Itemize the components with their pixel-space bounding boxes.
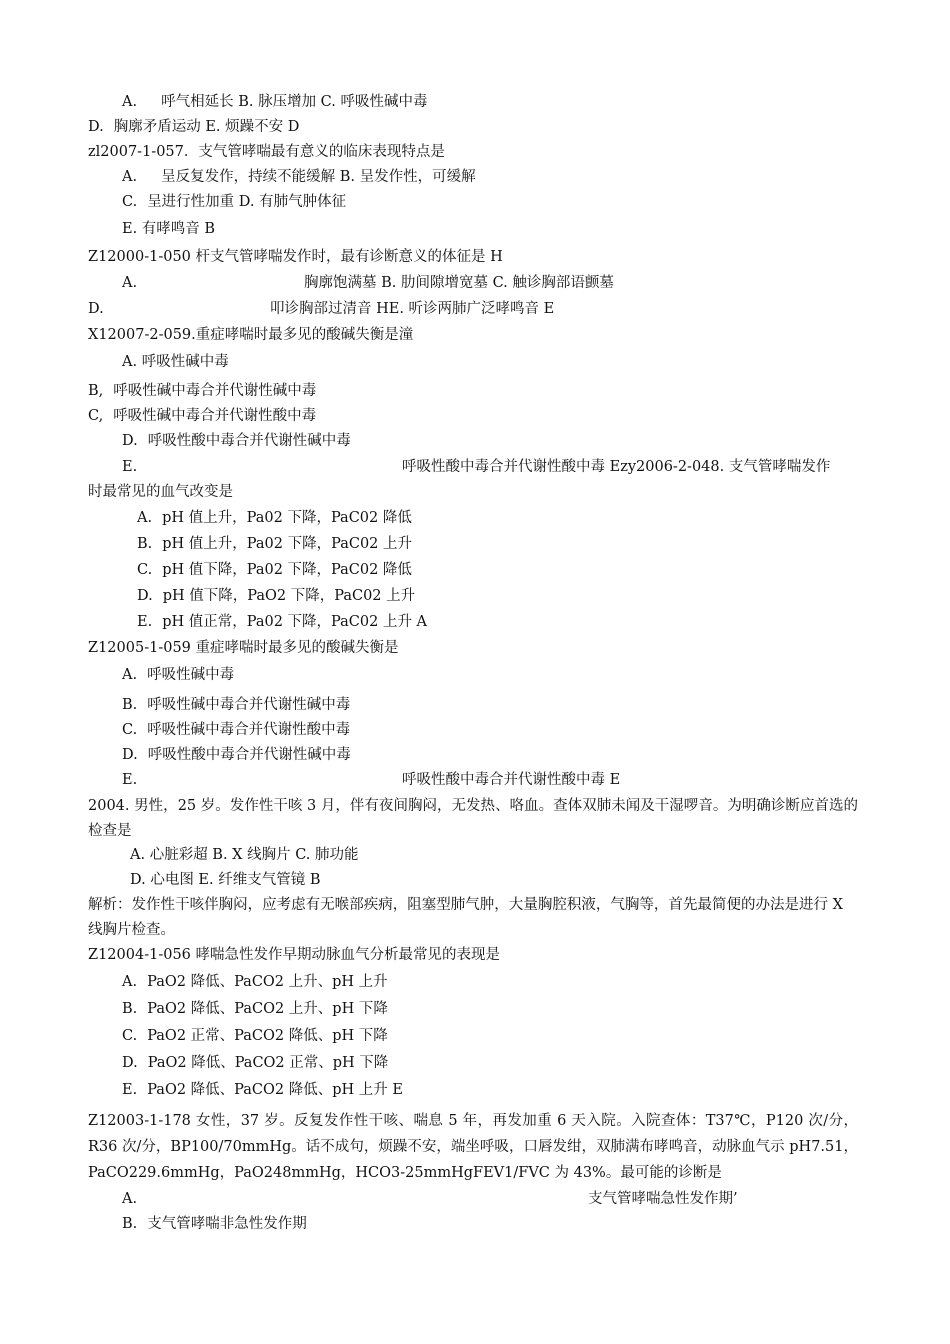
option-line: A. 呼吸性碱中毒 bbox=[122, 667, 235, 683]
option-line: C. pH 值下降，Pa02 下降，PaC02 降低 bbox=[137, 562, 412, 578]
option-line: C. PaO2 正常、PaCO2 降低、pH 下降 bbox=[122, 1028, 388, 1044]
option-line: E. 呼吸性酸中毒合并代谢性酸中毒 E bbox=[122, 772, 621, 788]
option-line: B. PaO2 降低、PaCO2 上升、pH 下降 bbox=[122, 1001, 388, 1017]
question-line: Z12005-1-059 重症哮喘时最多见的酸碱失衡是 bbox=[88, 640, 399, 656]
option-line: A. 心脏彩超 B. X 线胸片 C. 肺功能 bbox=[130, 847, 359, 863]
option-line: C. 呈进行性加重 D. 有肺气肿体征 bbox=[122, 194, 347, 210]
option-line: D. 呼吸性酸中毒合并代谢性碱中毒 bbox=[122, 747, 351, 763]
option-line: C, 呼吸性碱中毒合并代谢性酸中毒 bbox=[88, 408, 317, 424]
analysis-paragraph: 解析：发作性干咳伴胸闷，应考虑有无喉部疾病，阻塞型肺气肿，大量胸腔积液，气胸等，首先最简便的办法是进行 X 线胸片检查。 bbox=[88, 897, 843, 938]
question-line: Z12000-1-050 杆支气管哮喘发作时，最有诊断意义的体征是 H bbox=[88, 249, 503, 265]
option-line: E. 有哮鸣音 B bbox=[122, 221, 216, 237]
option-line: D. 心电图 E. 纤维支气管镜 B bbox=[130, 872, 321, 888]
option-line: D. pH 值下降，PaO2 下降，PaC02 上升 bbox=[137, 588, 416, 604]
option-line: D. 叩诊胸部过清音 HE. 听诊两肺广泛哮鸣音 E bbox=[88, 301, 555, 317]
question-line: zl2007-1-057．支气管哮喘最有意义的临床表现特点是 bbox=[88, 144, 445, 160]
option-line: A. 呼吸性碱中毒 bbox=[122, 354, 229, 370]
option-line: B. pH 值上升，Pa02 下降，PaC02 上升 bbox=[137, 536, 413, 552]
option-line: A. 支气管哮喘急性发作期’ bbox=[122, 1191, 738, 1207]
question-paragraph: Z12003-1-178 女性，37 岁。反复发作性干咳、喘息 5 年，再发加重 6 天入院。入院查体：T37℃，P120 次/分，R36 次/分，BP100/70mmHg。话不成句，烦躁不安，端坐呼吸，口唇发绀，双肺满布哮鸣音，动脉血气示 pH7.51，PaCO229.6mmHg，PaO248mmHg，HCO3-25mmHgFEV1/FVC 为 43%。最可能的诊断是 bbox=[88, 1113, 858, 1181]
option-line: A. 胸廓饱满墓 B. 肋间隙增宽墓 C. 触诊胸部语颤墓 bbox=[122, 275, 614, 291]
option-line: D. 呼吸性酸中毒合并代谢性碱中毒 bbox=[122, 433, 351, 449]
question-line: X12007-2-059.重症哮喘时最多见的酸碱失衡是潼 bbox=[88, 327, 414, 343]
question-line: 时最常见的血气改变是 bbox=[88, 484, 233, 500]
option-line: A. PaO2 降低、PaCO2 上升、pH 上升 bbox=[122, 974, 388, 990]
option-line: D. 胸廓矛盾运动 E. 烦躁不安 D bbox=[88, 119, 300, 135]
option-line: E. 呼吸性酸中毒合并代谢性酸中毒 Ezy2006-2-048. 支气管哮喘发作 bbox=[122, 459, 831, 475]
option-line: A. pH 值上升，Pa02 下降，PaC02 降低 bbox=[137, 510, 412, 526]
option-line: D. PaO2 降低、PaCO2 正常、pH 下降 bbox=[122, 1055, 389, 1071]
question-line: Z12004-1-056 哮喘急性发作早期动脉血气分析最常见的表现是 bbox=[88, 947, 501, 963]
question-paragraph: 2004. 男性，25 岁。发作性干咳 3 月，伴有夜间胸闷，无发热、咯血。查体双肺未闻及干湿啰音。为明确诊断应首选的检查是 bbox=[88, 798, 858, 839]
option-line: B. 呼吸性碱中毒合并代谢性碱中毒 bbox=[122, 697, 351, 713]
option-line: C. 呼吸性碱中毒合并代谢性酸中毒 bbox=[122, 722, 351, 738]
option-line: A. 呼气相延长 B. 脉压增加 C. 呼吸性碱中毒 bbox=[122, 94, 428, 110]
option-line: E. PaO2 降低、PaCO2 降低、pH 上升 E bbox=[122, 1082, 403, 1098]
option-line: A. 呈反复发作，持续不能缓解 B. 呈发作性，可缓解 bbox=[122, 169, 476, 185]
option-line: B. 支气管哮喘非急性发作期 bbox=[122, 1216, 307, 1232]
option-line: B, 呼吸性碱中毒合并代谢性碱中毒 bbox=[88, 383, 317, 399]
option-line: E. pH 值正常，Pa02 下降，PaC02 上升 A bbox=[137, 614, 428, 630]
